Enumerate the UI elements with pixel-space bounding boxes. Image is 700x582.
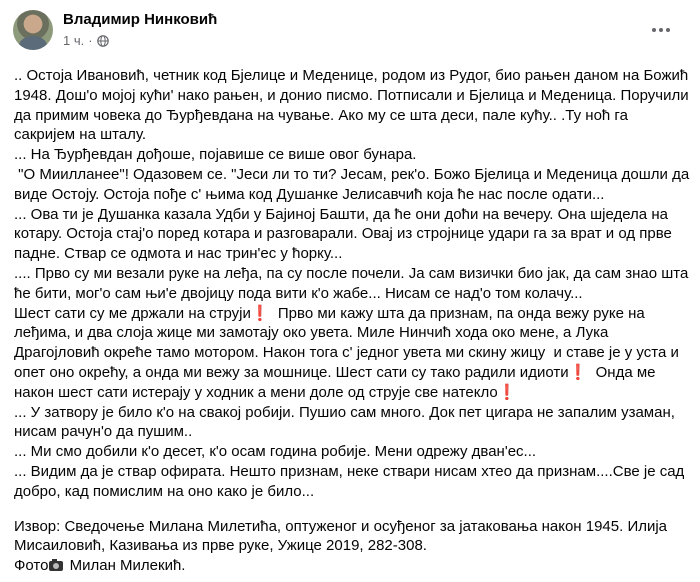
post-paragraph: ... У затвору је било к'о на свакој робији. Пушио сам много. Док пет цигара не запалим узаман, нисам рачун'о да пушим.. [14,403,680,441]
author-avatar[interactable] [13,10,53,50]
globe-icon [97,35,109,47]
post-paragraph: ... На Ђурђевдан дођоше, појавише се више овог бунара. [14,146,417,164]
camera-icon [49,561,63,571]
post-paragraph: ... Видим да је ствар офирата. Нешто признам, неке ствари нисам хтео да признам....Све је сад добро, кад помислим на оно како је било... [14,462,689,500]
post-meta: 1 ч. · [63,33,109,48]
exclamation-icon: ❗ [250,304,270,322]
post-time[interactable]: 1 ч. [63,33,85,48]
post-paragraph: "О Миилланее"! Одазовем се. "Јеси ли то ти? Јесам, рек'о. Божо Бјелица и Меденица дошли да виде Остоју. Остоја пође с' њима код Душанке Јелисавчић која ће нас после одати... [14,165,694,203]
post-paragraph: ... Ми смо добили к'о десет, к'о осам година робије. Мени одрежу дван'ес... [14,443,537,461]
exclamation-icon: ❗ [497,383,517,401]
post-body [14,66,694,576]
post-paragraph: .. Остоја Ивановић, четник код Бјелице и Меденице, родом из Рудог, био рањен даном на Божић 1948. Дош'о мојој кући' нако рањен, и донио писмо. Потписали и Бјелица и Меденица. Поручили да примим човека до Ђурђевдана на чување. Ако му се шта деси, пале кућу.. .Ту ноћ га сакријем на шталу. [14,67,693,144]
post-header [13,10,687,54]
author-name[interactable]: Владимир Нинковић [63,11,218,28]
more-options-button[interactable] [649,18,673,42]
post-source: Извор: Сведочење Милана Милетића, оптуженог и осуђеног за јатаковања након 1945. Илија Мисаиловић, Казивања из прве руке, Ужице 2019, 282-308. [14,517,672,555]
post-paragraph: Шест сати су ме држали на струји❗ Прво ми кажу шта да признам, па онда вежу руке на леђима, и два слоја жице ми замотају око увета. Миле Нинчић хода око мене, а Лука Драгојловић окреће тамо мотором. Након тога с' једног увета ми скину жицу и ставе је у уста и опет оно окрећу, а онда ми вежу за мошнице. Шест сати су тако радили идиоти❗ Онда ме након шест сати истерају у ходник а мени доле од струје све натекло❗ [14,304,684,401]
exclamation-icon: ❗ [568,363,588,381]
more-horizontal-icon [652,28,656,32]
photo-credit: Фото Милан Милекић. [14,557,186,575]
post-paragraph: ... Ова ти је Душанка казала Удби у Бајиној Башти, да ће они доћи на вечеру. Она шједела на котару. Остоја стај'о поред котара и разговарали. Овај из стројнице удари га за врат и од прве падне. Ствар се одмота и нас трин'ес у ћорку... [14,205,677,263]
post-paragraph: .... Прво су ми везали руке на леђа, па су после почели. Ја сам визички био јак, да сам знао шта ће бити, мог'о сам њи'е двојицу пода вити к'о жабе... Нисам се над'о том колачу... [14,264,693,302]
